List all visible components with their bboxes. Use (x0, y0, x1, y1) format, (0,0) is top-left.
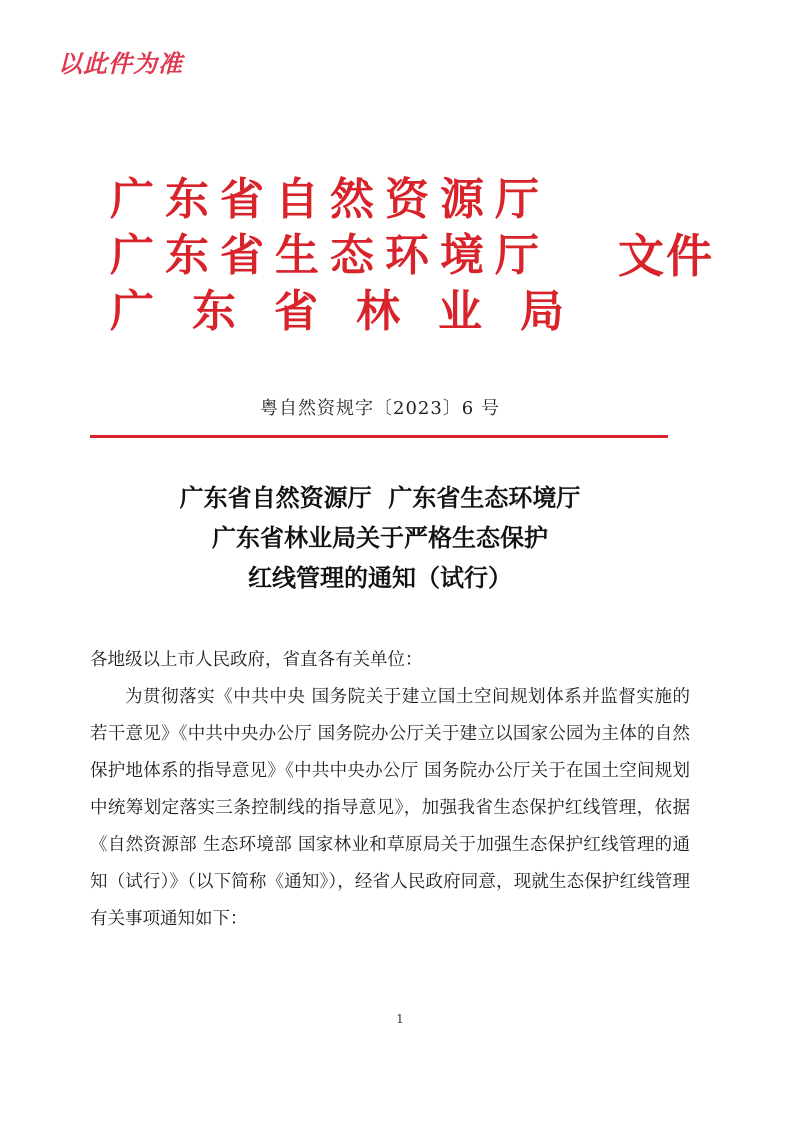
issuing-authorities (110, 172, 602, 340)
page-number: 1 (396, 1012, 404, 1026)
title-line-1: 广东省自然资源厅 广东省生态环境厅 (179, 484, 581, 512)
title-line-2: 广东省林业局关于严格生态保护 (212, 524, 548, 552)
document-label: 文件 (618, 229, 714, 283)
validity-stamp: 以此件为准 (58, 50, 183, 78)
salutation: 各地级以上市人民政府，省直各有关单位： (90, 650, 423, 670)
issuer-natural-resources: 广东省自然资源厅 (110, 174, 550, 225)
title-line-3: 红线管理的通知（试行） (248, 564, 512, 592)
issuer-forestry: 广东省林业局 (110, 286, 602, 337)
document-body (90, 642, 690, 938)
document-number: 粤自然资规字〔2023〕6 号 (260, 398, 500, 419)
issuer-ecology-environment: 广东省生态环境厅 (110, 230, 550, 281)
body-paragraph: 为贯彻落实《中共中央 国务院关于建立国土空间规划体系并监督实施的若干意见》《中共中央办公厅 国务院办公厅关于建立以国家公园为主体的自然保护地体系的指导意见》《中共中央办公厅 国务院办公厅关于在国土空间规划中统筹划定落实三条控制线的指导意见》，加强我省生态保护红线管理，依据《自然资源部 生态环境部 国家林业和草原局关于加强生态保护红线管理的通知（试行）》（以下简称《通知》），经省人民政府同意，现就生态保护红线管理有关事项通知如下： (90, 687, 690, 929)
red-divider (90, 435, 668, 438)
document-title (0, 478, 760, 598)
